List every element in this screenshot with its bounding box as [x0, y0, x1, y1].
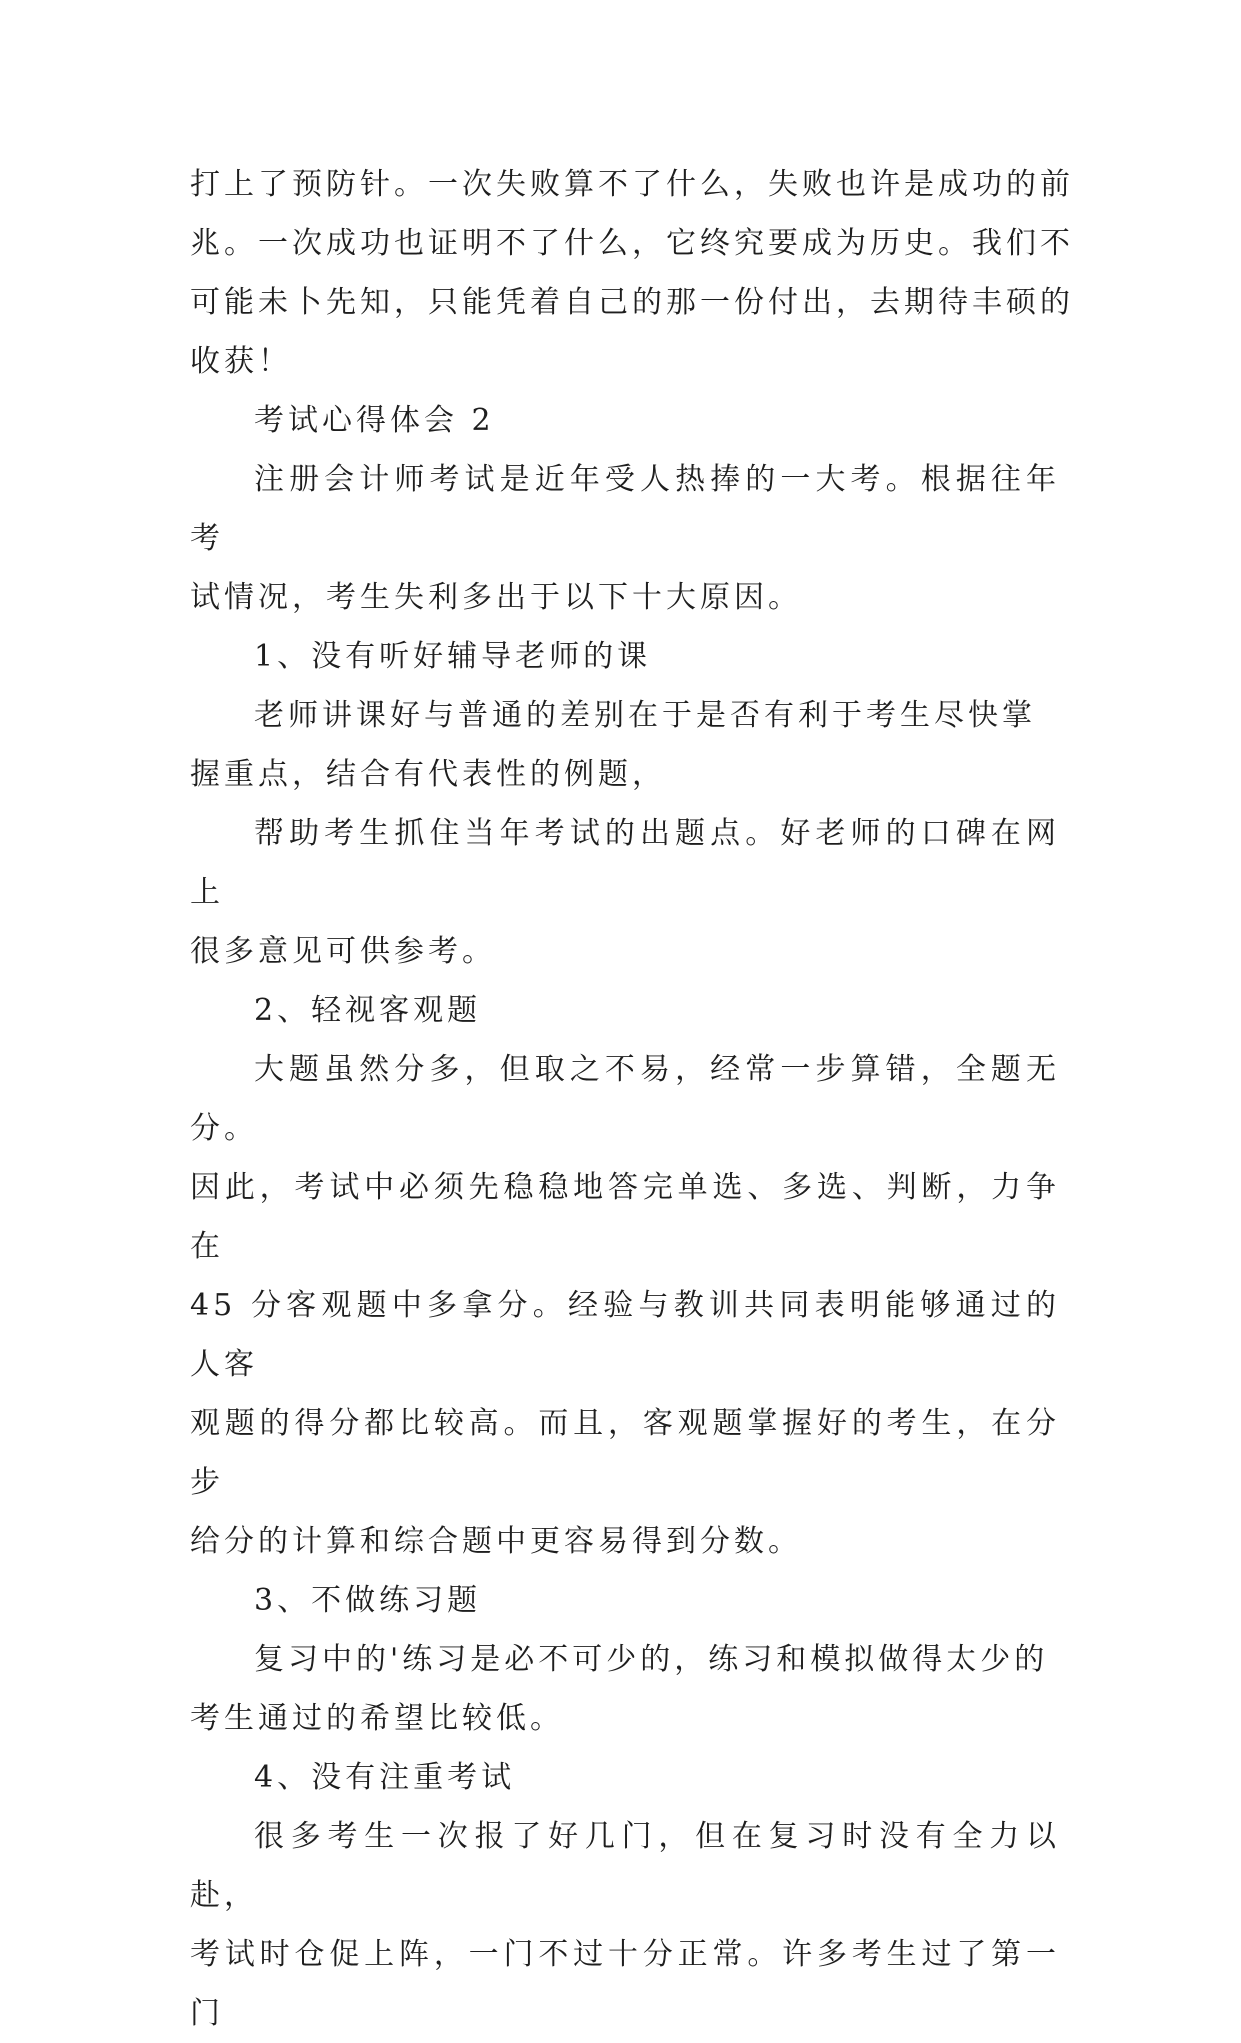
- text-line: 45 分客观题中多拿分。经验与教训共同表明能够通过的人客: [190, 1288, 1060, 1382]
- text-line: 试情况，考生失利多出于以下十大原因。: [190, 580, 802, 615]
- text-line: 很多考生一次报了好几门，但在复习时没有全力以赴，: [190, 1819, 1060, 1913]
- heading-text: 考试心得体会 2: [254, 403, 495, 438]
- text-line: 考生通过的希望比较低。: [190, 1701, 564, 1736]
- item-text: 4、没有注重考试: [254, 1760, 516, 1795]
- text-line: 收获！: [190, 344, 292, 379]
- text-line: 兆。一次成功也证明不了什么，它终究要成为历史。我们不: [190, 226, 1074, 261]
- list-item-4: [190, 1748, 1060, 1807]
- text-line: 给分的计算和综合题中更容易得到分数。: [190, 1524, 802, 1559]
- paragraph-objective: [190, 1040, 1060, 1571]
- paragraph-focus: [190, 1807, 1060, 2043]
- paragraph-intro: [190, 450, 1060, 627]
- paragraph-teacher: [190, 686, 1060, 804]
- list-item-2: [190, 981, 1060, 1040]
- text-line: 因此，考试中必须先稳稳地答完单选、多选、判断，力争在: [190, 1170, 1060, 1264]
- text-line: 注册会计师考试是近年受人热捧的一大考。根据往年考: [190, 462, 1060, 556]
- text-line: 握重点，结合有代表性的例题，: [190, 757, 666, 792]
- list-item-3: [190, 1571, 1060, 1630]
- item-text: 3、不做练习题: [254, 1583, 482, 1618]
- text-line: 观题的得分都比较高。而且，客观题掌握好的考生，在分步: [190, 1406, 1060, 1500]
- paragraph-practice: [190, 1630, 1060, 1748]
- text-line: 很多意见可供参考。: [190, 934, 496, 969]
- text-line: 帮助考生抓住当年考试的出题点。好老师的口碑在网上: [190, 816, 1060, 910]
- paragraph-continued: [190, 155, 1074, 391]
- text-line: 打上了预防针。一次失败算不了什么，失败也许是成功的前: [190, 167, 1074, 202]
- item-text: 2、轻视客观题: [254, 993, 482, 1028]
- item-text: 1、没有听好辅导老师的课: [254, 639, 652, 674]
- list-item-1: [190, 627, 1060, 686]
- text-line: 可能未卜先知，只能凭着自己的那一份付出，去期待丰硕的: [190, 285, 1074, 320]
- paragraph-teacher-cont: [190, 804, 1060, 981]
- text-line: 复习中的'练习是必不可少的，练习和模拟做得太少的: [254, 1642, 1049, 1677]
- text-line: 考试时仓促上阵，一门不过十分正常。许多考生过了第一门: [190, 1937, 1060, 2031]
- text-line: 大题虽然分多，但取之不易，经常一步算错，全题无分。: [190, 1052, 1060, 1146]
- text-line: 老师讲课好与普通的差别在于是否有利于考生尽快掌: [254, 698, 1036, 733]
- document-body: [190, 155, 1074, 2043]
- section-heading-2: [190, 391, 1060, 450]
